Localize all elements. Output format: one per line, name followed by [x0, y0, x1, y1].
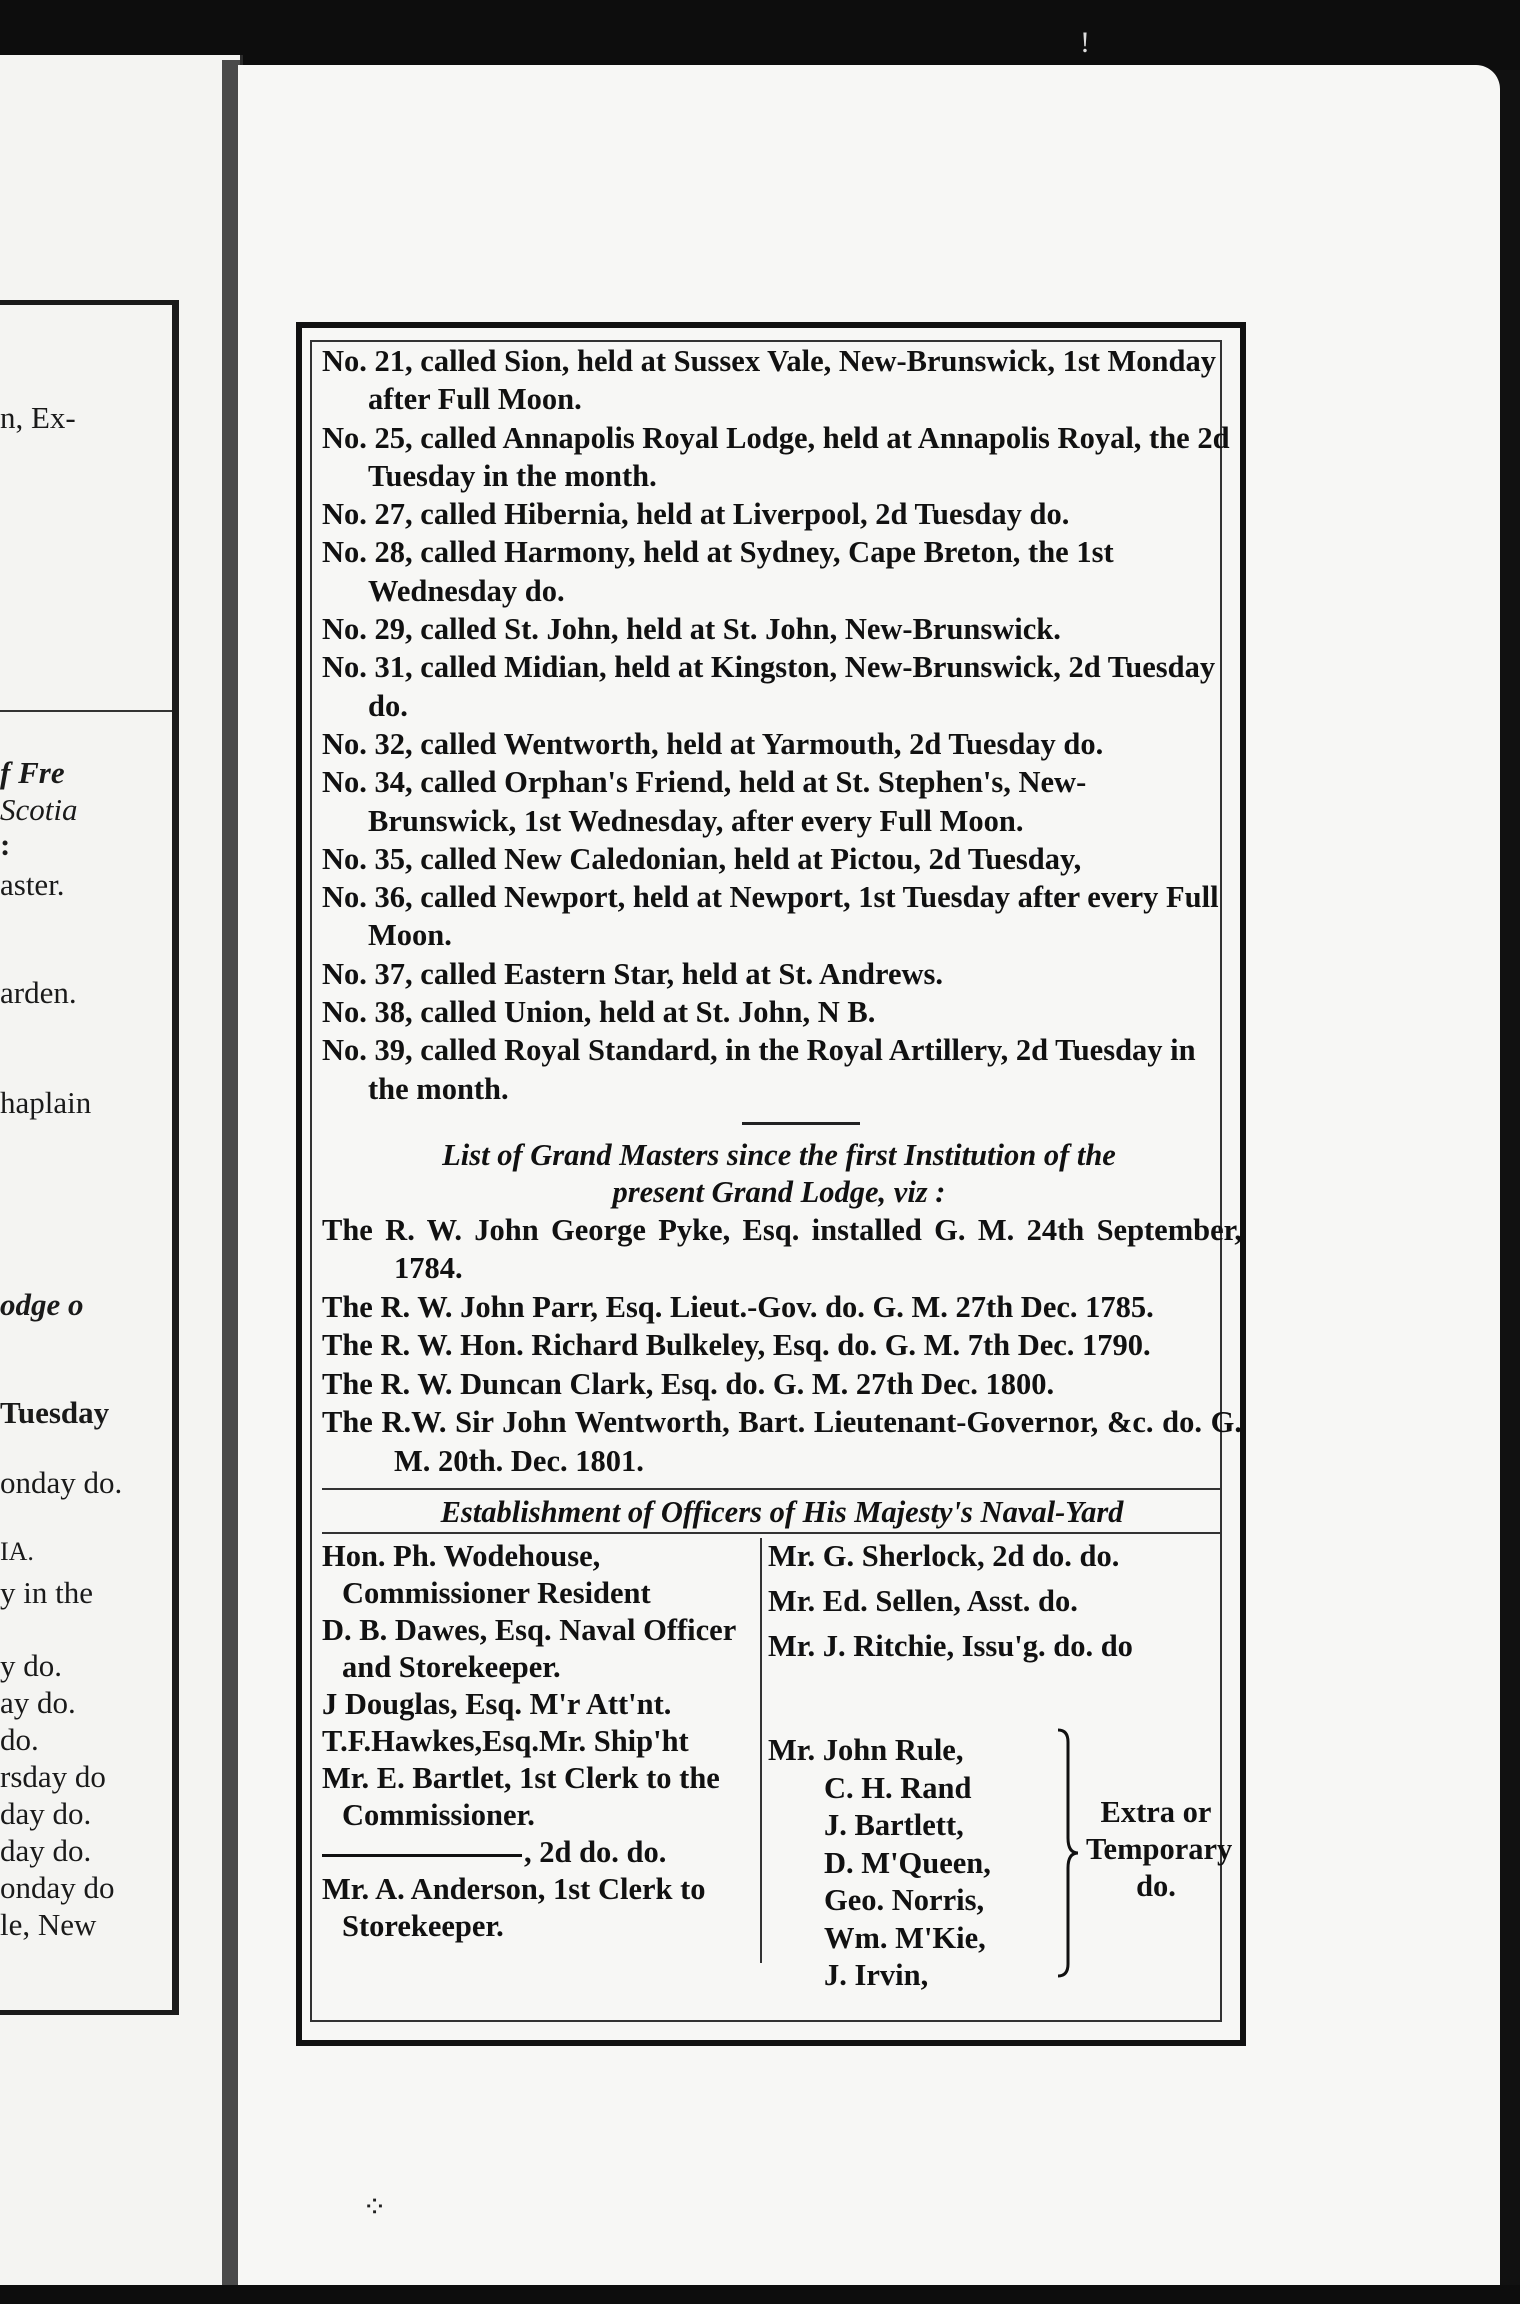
- lodge-entry: No. 32, called Wentworth, held at Yarmouth, 2d Tuesday do.: [322, 726, 1104, 761]
- extra-officer-name: Geo. Norris,: [824, 1883, 985, 1918]
- lodge-entry: No. 39, called Royal Standard, in the Royal Artillery, 2d Tuesday in the month.: [322, 1033, 1196, 1106]
- register-content: [322, 342, 1242, 1993]
- scan-mark: !: [1080, 26, 1090, 59]
- fragment-line: onday do: [0, 1870, 115, 1905]
- officer-entry: Mr. Ed. Sellen, Asst. do.: [768, 1584, 1078, 1619]
- lodge-entry: No. 37, called Eastern Star, held at St. Andrews.: [322, 956, 944, 991]
- grand-master-entry: The R. W. Duncan Clark, Esq. do. G. M. 27th Dec. 1800.: [322, 1366, 1055, 1401]
- officers-right-column: [768, 1538, 1233, 1993]
- fragment-rule: [0, 710, 172, 712]
- lodge-entry: No. 35, called New Caledonian, held at Pictou, 2d Tuesday,: [322, 841, 1082, 876]
- grand-masters-heading: List of Grand Masters since the first Institution of the present Grand Lodge, viz :: [442, 1137, 1116, 1209]
- officer-entry: , 2d do. do.: [322, 1834, 752, 1871]
- section-divider: [742, 1122, 860, 1125]
- left-page-fragment: [0, 300, 179, 2015]
- extra-officer-name: D. M'Queen,: [824, 1845, 991, 1880]
- curly-brace-icon: [1056, 1728, 1080, 1978]
- fragment-line: day do.: [0, 1833, 92, 1868]
- extra-officer-name: C. H. Rand: [824, 1770, 972, 1805]
- fragment-line: n, Ex-: [0, 400, 76, 435]
- officer-entry: Mr. E. Bartlet, 1st Clerk to the Commissioner.: [322, 1761, 720, 1833]
- fragment-line: aster.: [0, 867, 65, 902]
- fragment-line: odge o: [0, 1287, 84, 1322]
- extra-officer-name: J. Irvin,: [824, 1958, 929, 1993]
- fragment-line: onday do.: [0, 1465, 123, 1500]
- officer-entry: Mr. J. Ritchie, Issu'g. do. do: [768, 1629, 1133, 1664]
- lodge-entry: No. 31, called Midian, held at Kingston, New-Brunswick, 2d Tuesday do.: [322, 650, 1216, 723]
- section-divider: [322, 1488, 1220, 1490]
- officer-entry: Hon. Ph. Wodehouse, Commissioner Resident: [322, 1539, 651, 1611]
- fragment-line: haplain: [0, 1085, 92, 1120]
- officers-left-column: [322, 1538, 752, 1945]
- officer-entry: J Douglas, Esq. M'r Att'nt.: [322, 1687, 672, 1722]
- column-divider: [760, 1538, 762, 1963]
- scan-mark: ⁘: [362, 2191, 388, 2224]
- fragment-line: Scotia: [0, 792, 78, 827]
- lodge-entry: No. 29, called St. John, held at St. John, New-Brunswick.: [322, 612, 1061, 647]
- lodge-entry: No. 25, called Annapolis Royal Lodge, held at Annapolis Royal, the 2d Tuesday in the month.: [322, 420, 1230, 493]
- fragment-line: IA.: [0, 1537, 34, 1566]
- officer-entry: T.F.Hawkes,Esq.Mr. Ship'ht: [322, 1724, 689, 1759]
- extra-note: Extra or Temporary do.: [1086, 1795, 1233, 1904]
- fragment-line: Tuesday: [0, 1395, 110, 1430]
- extra-officer-name: Mr. John Rule,: [768, 1733, 964, 1768]
- fragment-line: y in the: [0, 1575, 93, 1610]
- fragment-line: do.: [0, 1722, 39, 1757]
- extra-officer-name: Wm. M'Kie,: [824, 1920, 986, 1955]
- fragment-line: day do.: [0, 1796, 92, 1831]
- fragment-line: rsday do: [0, 1759, 106, 1794]
- fragment-line: le, New: [0, 1907, 97, 1942]
- grand-master-entry: The R. W. John Parr, Esq. Lieut.-Gov. do. G. M. 27th Dec. 1785.: [322, 1289, 1154, 1324]
- fragment-line: y do.: [0, 1648, 62, 1683]
- establishment-heading: Establishment of Officers of His Majesty's Naval-Yard: [440, 1495, 1124, 1530]
- lodge-entry: No. 21, called Sion, held at Sussex Vale, New-Brunswick, 1st Monday after Full Moon.: [322, 344, 1216, 417]
- lodge-entry: No. 28, called Harmony, held at Sydney, Cape Breton, the 1st Wednesday do.: [322, 535, 1114, 608]
- fragment-line: :: [0, 827, 11, 862]
- lodge-entry: No. 38, called Union, held at St. John, N B.: [322, 995, 876, 1030]
- blank-name-dash: [322, 1854, 522, 1857]
- fragment-line: arden.: [0, 975, 77, 1010]
- heading-underline: [322, 1532, 1220, 1534]
- grand-master-entry: The R. W. Hon. Richard Bulkeley, Esq. do. G. M. 7th Dec. 1790.: [322, 1328, 1151, 1363]
- scan-bottom-edge: [0, 2285, 1520, 2304]
- officer-entry: Mr. A. Anderson, 1st Clerk to Storekeeper.: [322, 1872, 706, 1944]
- lodge-list: [322, 342, 1242, 1108]
- grand-master-entry: The R. W. John George Pyke, Esq. installed G. M. 24th September, 1784.: [322, 1212, 1242, 1286]
- officer-entry: Mr. G. Sherlock, 2d do. do.: [768, 1539, 1120, 1574]
- extra-officer-name: J. Bartlett,: [824, 1808, 964, 1843]
- lodge-entry: No. 27, called Hibernia, held at Liverpool, 2d Tuesday do.: [322, 497, 1070, 532]
- fragment-line: f Fre: [0, 755, 65, 790]
- lodge-entry: No. 36, called Newport, held at Newport, 1st Tuesday after every Full Moon.: [322, 880, 1219, 953]
- grand-master-entry: The R.W. Sir John Wentworth, Bart. Lieutenant-Governor, &c. do. G. M. 20th. Dec. 1801.: [322, 1405, 1242, 1478]
- extra-officers-list: [768, 1732, 991, 1995]
- fragment-line: ay do.: [0, 1685, 76, 1720]
- officer-entry: D. B. Dawes, Esq. Naval Officer and Storekeeper.: [322, 1613, 736, 1685]
- lodge-entry: No. 34, called Orphan's Friend, held at St. Stephen's, New- Brunswick, 1st Wednesday, after every Full Moon.: [322, 765, 1087, 838]
